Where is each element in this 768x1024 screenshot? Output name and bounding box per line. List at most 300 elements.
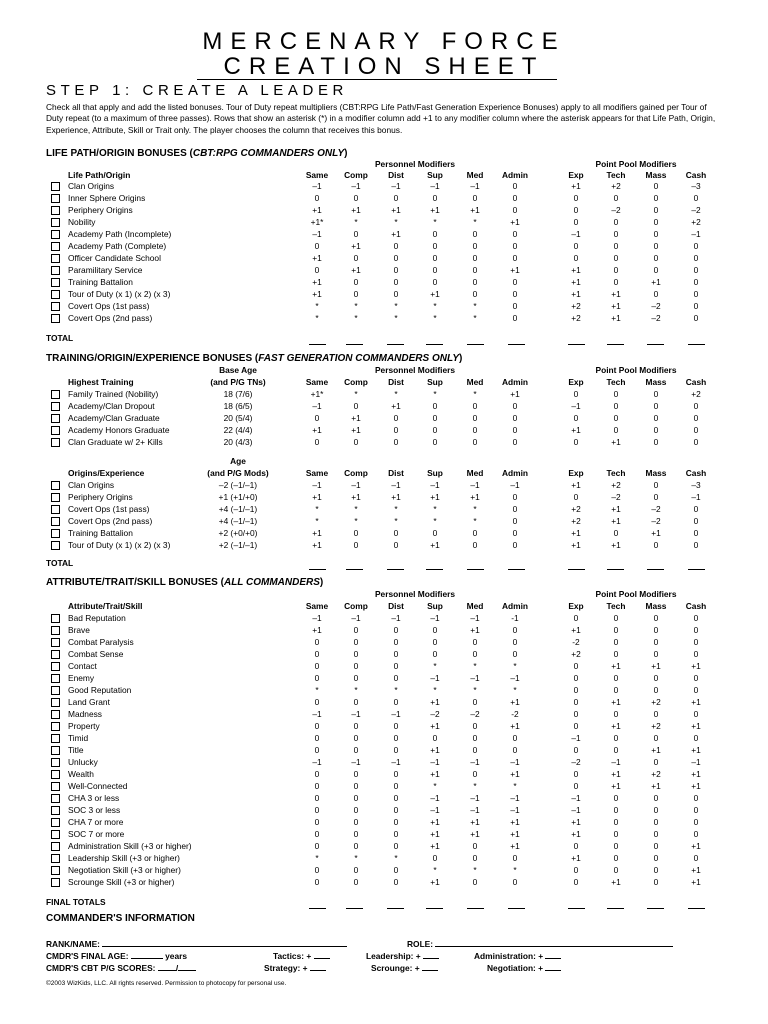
cell-sup: 0	[432, 401, 438, 411]
tactics-field[interactable]	[273, 951, 330, 961]
attr-title-close: )	[319, 577, 324, 588]
cell-exp: –1	[571, 229, 581, 239]
training-title-emphasis: FAST GENERATION COMMANDERS ONLY	[258, 353, 459, 364]
origins-total-blank-mass[interactable]	[647, 569, 664, 570]
attr-row	[0, 732, 768, 744]
cell-tech: +2	[611, 181, 621, 191]
cell-cash: 0	[693, 241, 699, 251]
life-row	[0, 216, 768, 228]
cbt-scores-label: CMDR'S CBT P/G SCORES:	[46, 963, 156, 973]
cell-tech: 0	[613, 673, 619, 683]
checkbox[interactable]	[51, 782, 60, 791]
cell-med: 0	[472, 437, 478, 447]
cell-same: 0	[314, 265, 320, 275]
cell-tech: 0	[613, 853, 619, 863]
checkbox[interactable]	[51, 278, 60, 287]
cell-tech: +1	[611, 877, 621, 887]
checkbox[interactable]	[51, 529, 60, 538]
cell-sup: *	[433, 389, 437, 399]
role-field[interactable]	[407, 939, 673, 949]
administration-field[interactable]	[474, 951, 561, 961]
cell-med: 0	[472, 649, 478, 659]
cell-cash: 0	[693, 193, 699, 203]
cell-tech: 0	[613, 733, 619, 743]
cell-mass: 0	[653, 841, 659, 851]
checkbox[interactable]	[51, 818, 60, 827]
cell-dist: 0	[393, 661, 399, 671]
cell-exp: +1	[571, 265, 581, 275]
cell-mass: 0	[653, 685, 659, 695]
checkbox[interactable]	[51, 878, 60, 887]
cell-med: +1	[470, 492, 480, 502]
checkbox[interactable]	[51, 402, 60, 411]
checkbox[interactable]	[51, 770, 60, 779]
life-total-blank-cash[interactable]	[688, 344, 705, 345]
cell-mass: 0	[653, 480, 659, 490]
cell-comp: *	[354, 217, 358, 227]
cell-comp: *	[354, 389, 358, 399]
origins-total-blank-admin[interactable]	[508, 569, 525, 570]
cell-comp: *	[354, 516, 358, 526]
years-label: years	[165, 951, 188, 961]
life-row	[0, 300, 768, 312]
checkbox[interactable]	[51, 686, 60, 695]
cell-med: 0	[472, 637, 478, 647]
checkbox[interactable]	[51, 734, 60, 743]
row-label: Enemy	[68, 673, 95, 683]
life-total-blank-same[interactable]	[309, 344, 326, 345]
attr-col-exp: Exp	[568, 601, 584, 611]
row-label: Scrounge Skill (+3 or higher)	[68, 877, 175, 887]
cell-admin: *	[513, 661, 517, 671]
cell-cash: 0	[693, 289, 699, 299]
checkbox[interactable]	[51, 698, 60, 707]
row-age-value: 18 (7/6)	[223, 389, 253, 399]
attr-row	[0, 876, 768, 888]
cell-sup: +1	[430, 841, 440, 851]
cbt-scores-field[interactable]	[46, 963, 196, 973]
leadership-label: Leadership: +	[366, 951, 421, 961]
checkbox[interactable]	[51, 638, 60, 647]
checkbox[interactable]	[51, 438, 60, 447]
cell-tech: 0	[613, 253, 619, 263]
life-total-blank-comp[interactable]	[346, 344, 363, 345]
cell-sup: 0	[432, 649, 438, 659]
training-col-admin: Admin	[501, 377, 529, 387]
cell-med: *	[473, 313, 477, 323]
row-age-value: +2 (+0/+0)	[218, 528, 258, 538]
cell-comp: 0	[353, 193, 359, 203]
checkbox[interactable]	[51, 266, 60, 275]
cell-admin: –1	[510, 673, 520, 683]
negotiation-blank[interactable]	[545, 963, 561, 971]
origins-total-blank-cash[interactable]	[688, 569, 705, 570]
origins-col-mass: Mass	[645, 468, 667, 478]
origins-row	[0, 527, 768, 539]
cell-sup: –1	[430, 613, 440, 623]
cell-comp: 0	[353, 829, 359, 839]
cell-tech: 0	[613, 709, 619, 719]
cell-med: 0	[472, 841, 478, 851]
checkbox[interactable]	[51, 242, 60, 251]
cell-dist: 0	[393, 793, 399, 803]
row-label: Administration Skill (+3 or higher)	[68, 841, 192, 851]
training-col-dist: Dist	[388, 377, 404, 387]
cell-admin: –1	[510, 793, 520, 803]
cell-mass: 0	[653, 805, 659, 815]
row-age-value: 20 (5/4)	[223, 413, 253, 423]
cell-exp: 0	[573, 241, 579, 251]
cell-sup: 0	[432, 853, 438, 863]
cell-exp: 0	[573, 685, 579, 695]
cell-sup: 0	[432, 528, 438, 538]
cell-med: –1	[470, 793, 480, 803]
cell-comp: 0	[353, 637, 359, 647]
cell-exp: 0	[573, 613, 579, 623]
cell-admin: +1	[510, 697, 520, 707]
checkbox[interactable]	[51, 710, 60, 719]
cell-comp: 0	[353, 781, 359, 791]
cell-cash: –3	[691, 181, 701, 191]
cell-mass: 0	[653, 865, 659, 875]
life-section-title	[46, 148, 348, 159]
cell-med: *	[473, 865, 477, 875]
checkbox[interactable]	[51, 481, 60, 490]
origins-total-blank-dist[interactable]	[387, 569, 404, 570]
checkbox[interactable]	[51, 722, 60, 731]
cell-comp: 0	[353, 673, 359, 683]
cell-tech: 0	[613, 217, 619, 227]
cell-comp: 0	[353, 528, 359, 538]
row-label: Tour of Duty (x 1) (x 2) (x 3)	[68, 540, 171, 550]
cell-dist: 0	[393, 733, 399, 743]
row-label: Academy Honors Graduate	[68, 425, 170, 435]
checkbox[interactable]	[51, 854, 60, 863]
checkbox[interactable]	[51, 806, 60, 815]
cell-med: *	[473, 389, 477, 399]
cell-admin: 0	[512, 625, 518, 635]
life-row	[0, 240, 768, 252]
cell-exp: –1	[571, 401, 581, 411]
cell-cash: 0	[693, 516, 699, 526]
origins-total-blank-tech[interactable]	[607, 569, 624, 570]
origins-total-blank-sup[interactable]	[426, 569, 443, 570]
cell-same: +1*	[310, 389, 324, 399]
cell-sup: +1	[430, 721, 440, 731]
attr-total-blank-same[interactable]	[309, 908, 326, 909]
attr-row	[0, 720, 768, 732]
checkbox[interactable]	[51, 650, 60, 659]
cell-comp: 0	[353, 289, 359, 299]
row-label: Periphery Origins	[68, 205, 133, 215]
checkbox[interactable]	[51, 314, 60, 323]
row-label: Negotiation Skill (+3 or higher)	[68, 865, 181, 875]
checkbox[interactable]	[51, 758, 60, 767]
checkbox[interactable]	[51, 614, 60, 623]
attr-row	[0, 852, 768, 864]
final-age-field[interactable]	[46, 951, 187, 961]
life-row	[0, 276, 768, 288]
attr-total-blank-cash[interactable]	[688, 908, 705, 909]
cell-mass: 0	[653, 793, 659, 803]
attr-total-blank-sup[interactable]	[426, 908, 443, 909]
cell-tech: 0	[613, 829, 619, 839]
attr-total-blank-admin[interactable]	[508, 908, 525, 909]
checkbox[interactable]	[51, 626, 60, 635]
life-total-blank-sup[interactable]	[426, 344, 443, 345]
checkbox[interactable]	[51, 290, 60, 299]
administration-blank[interactable]	[545, 951, 561, 959]
cell-exp: –1	[571, 793, 581, 803]
cell-admin: 0	[512, 492, 518, 502]
role-blank[interactable]	[435, 939, 673, 947]
checkbox[interactable]	[51, 842, 60, 851]
origins-total-blank-exp[interactable]	[568, 569, 585, 570]
origins-col-cash: Cash	[685, 468, 707, 478]
cell-cash: –2	[691, 205, 701, 215]
attr-total-blank-dist[interactable]	[387, 908, 404, 909]
checkbox[interactable]	[51, 206, 60, 215]
cell-dist: 0	[393, 289, 399, 299]
row-age-value: +4 (–1/–1)	[218, 504, 258, 514]
cell-mass: 0	[653, 437, 659, 447]
leadership-blank[interactable]	[423, 951, 439, 959]
cell-same: 0	[314, 877, 320, 887]
training-row	[0, 388, 768, 400]
row-label: Wealth	[68, 769, 94, 779]
cell-admin: –1	[510, 480, 520, 490]
cell-comp: 0	[353, 649, 359, 659]
strategy-label: Strategy: +	[264, 963, 308, 973]
attr-row	[0, 660, 768, 672]
origins-total-blank-comp[interactable]	[346, 569, 363, 570]
cell-exp: +1	[571, 181, 581, 191]
scrounge-blank[interactable]	[422, 963, 438, 971]
cell-cash: 0	[693, 437, 699, 447]
scrounge-field[interactable]	[371, 963, 438, 973]
checkbox[interactable]	[51, 517, 60, 526]
cell-tech: 0	[613, 817, 619, 827]
checkbox[interactable]	[51, 390, 60, 399]
cell-tech: +1	[611, 313, 621, 323]
row-label: Timid	[68, 733, 89, 743]
checkbox[interactable]	[51, 505, 60, 514]
cell-sup: –1	[430, 673, 440, 683]
row-label: Well-Connected	[68, 781, 128, 791]
checkbox[interactable]	[51, 674, 60, 683]
cell-sup: 0	[432, 241, 438, 251]
cell-med: –2	[470, 709, 480, 719]
cell-exp: 0	[573, 721, 579, 731]
strategy-blank[interactable]	[310, 963, 326, 971]
cell-admin: 0	[512, 853, 518, 863]
rank-name-field[interactable]	[46, 939, 347, 949]
cbt-p-blank[interactable]	[158, 963, 179, 973]
cell-dist: 0	[393, 528, 399, 538]
final-age-blank[interactable]	[131, 951, 163, 959]
checkbox[interactable]	[51, 182, 60, 191]
checkbox[interactable]	[51, 493, 60, 502]
checkbox[interactable]	[51, 426, 60, 435]
row-label: Tour of Duty (x 1) (x 2) (x 3)	[68, 289, 171, 299]
row-label: Academy Path (Incomplete)	[68, 229, 172, 239]
cell-sup: +1	[430, 289, 440, 299]
cell-mass: 0	[653, 637, 659, 647]
cell-comp: *	[354, 504, 358, 514]
cell-admin: 0	[512, 437, 518, 447]
attr-total-blank-tech[interactable]	[607, 908, 624, 909]
attr-row	[0, 864, 768, 876]
cell-sup: 0	[432, 413, 438, 423]
cell-cash: +2	[691, 217, 701, 227]
attr-total-blank-comp[interactable]	[346, 908, 363, 909]
cell-sup: +1	[430, 745, 440, 755]
checkbox[interactable]	[51, 218, 60, 227]
cell-same: 0	[314, 805, 320, 815]
life-title-close: )	[344, 148, 348, 159]
row-label: Property	[68, 721, 100, 731]
life-title-emphasis: CBT:RPG COMMANDERS ONLY	[192, 148, 345, 159]
training-section-title	[46, 353, 462, 364]
attr-total-blank-exp[interactable]	[568, 908, 585, 909]
cell-cash: 0	[693, 265, 699, 275]
cell-dist: 0	[393, 649, 399, 659]
checkbox[interactable]	[51, 830, 60, 839]
cell-tech: 0	[613, 413, 619, 423]
cell-cash: 0	[693, 504, 699, 514]
cell-admin: 0	[512, 277, 518, 287]
cell-comp: 0	[353, 229, 359, 239]
cell-tech: 0	[613, 865, 619, 875]
origins-total-blank-same[interactable]	[309, 569, 326, 570]
row-label: CHA 3 or less	[68, 793, 120, 803]
training-title-close: )	[459, 353, 463, 364]
rank-name-blank[interactable]	[102, 939, 347, 947]
checkbox[interactable]	[51, 194, 60, 203]
cell-cash: 0	[693, 301, 699, 311]
cell-same: +1	[312, 425, 322, 435]
cell-sup: 0	[432, 193, 438, 203]
cell-same: 0	[314, 829, 320, 839]
training-row	[0, 436, 768, 448]
scrounge-label: Scrounge: +	[371, 963, 420, 973]
cell-exp: 0	[573, 193, 579, 203]
checkbox[interactable]	[51, 230, 60, 239]
cbt-g-blank[interactable]	[175, 963, 196, 973]
title-underline	[197, 79, 557, 80]
cell-tech: 0	[613, 241, 619, 251]
cell-exp: +1	[571, 289, 581, 299]
cell-dist: *	[394, 685, 398, 695]
checkbox[interactable]	[51, 414, 60, 423]
cell-exp: +1	[571, 480, 581, 490]
checkbox[interactable]	[51, 541, 60, 550]
cell-tech: 0	[613, 528, 619, 538]
origins-total-blank-med[interactable]	[467, 569, 484, 570]
training-col-cash: Cash	[685, 377, 707, 387]
cell-admin: 0	[512, 425, 518, 435]
cell-sup: 0	[432, 425, 438, 435]
cell-dist: 0	[393, 745, 399, 755]
cell-mass: 0	[653, 829, 659, 839]
checkbox[interactable]	[51, 746, 60, 755]
checkbox[interactable]	[51, 302, 60, 311]
cell-comp: *	[354, 853, 358, 863]
cell-med: +1	[470, 625, 480, 635]
role-label: ROLE:	[407, 939, 434, 949]
checkbox[interactable]	[51, 662, 60, 671]
tactics-blank[interactable]	[314, 951, 330, 959]
checkbox[interactable]	[51, 254, 60, 263]
life-total-blank-mass[interactable]	[647, 344, 664, 345]
checkbox[interactable]	[51, 794, 60, 803]
training-col-label: Highest Training	[68, 377, 134, 387]
cell-cash: +1	[691, 721, 701, 731]
life-col-admin: Admin	[501, 170, 529, 180]
cell-sup: –2	[430, 709, 440, 719]
life-total-blank-dist[interactable]	[387, 344, 404, 345]
training-personnel-group: Personnel Modifiers	[374, 365, 456, 375]
row-label: Madness	[68, 709, 102, 719]
cell-mass: 0	[653, 205, 659, 215]
attr-row	[0, 636, 768, 648]
strategy-field[interactable]	[264, 963, 326, 973]
cell-exp: +2	[571, 649, 581, 659]
cell-mass: +1	[651, 528, 661, 538]
leadership-field[interactable]	[366, 951, 439, 961]
cell-med: 0	[472, 425, 478, 435]
life-total-blank-exp[interactable]	[568, 344, 585, 345]
training-col-comp: Comp	[344, 377, 368, 387]
cell-cash: 0	[693, 413, 699, 423]
life-total-blank-tech[interactable]	[607, 344, 624, 345]
attr-total-blank-med[interactable]	[467, 908, 484, 909]
cell-admin: 0	[512, 649, 518, 659]
cell-cash: +1	[691, 697, 701, 707]
cell-dist: 0	[393, 781, 399, 791]
cell-dist: 0	[393, 697, 399, 707]
life-row	[0, 264, 768, 276]
cell-exp: +1	[571, 425, 581, 435]
life-total-blank-med[interactable]	[467, 344, 484, 345]
cell-dist: 0	[393, 437, 399, 447]
origins-row	[0, 515, 768, 527]
cell-admin: 0	[512, 253, 518, 263]
cell-sup: *	[433, 516, 437, 526]
attr-total-label: FINAL TOTALS	[46, 897, 106, 907]
cell-admin: 0	[512, 205, 518, 215]
cell-sup: +1	[430, 540, 440, 550]
cell-med: –1	[470, 613, 480, 623]
checkbox[interactable]	[51, 866, 60, 875]
life-total-blank-admin[interactable]	[508, 344, 525, 345]
cell-cash: +1	[691, 661, 701, 671]
intro-text: Check all that apply and add the listed bonuses. Tour of Duty repeat multipliers (CBT:RPG Life Path/Fast Generation Experience Bonuses) apply to all modifiers gained per Tour of Duty repeat (to a maximum of three passes). Rows that show an asterisk (*) in a modifier column add +1 to any modifier column where the asterisk appears for that Life Path, Origin, Experience, Attribute, Skill or Trait only. The player chooses the column that receives this bonus.	[46, 102, 716, 135]
cell-comp: +1	[351, 241, 361, 251]
cell-exp: –2	[571, 757, 581, 767]
attr-total-blank-mass[interactable]	[647, 908, 664, 909]
cell-mass: 0	[653, 389, 659, 399]
negotiation-field[interactable]	[487, 963, 561, 973]
cell-comp: 0	[353, 745, 359, 755]
cell-tech: 0	[613, 649, 619, 659]
cell-cash: 0	[693, 793, 699, 803]
cell-cash: +1	[691, 865, 701, 875]
cell-admin: 0	[512, 181, 518, 191]
commander-info-title: COMMANDER'S INFORMATION	[46, 913, 195, 924]
cell-cash: +1	[691, 781, 701, 791]
cell-tech: 0	[613, 229, 619, 239]
